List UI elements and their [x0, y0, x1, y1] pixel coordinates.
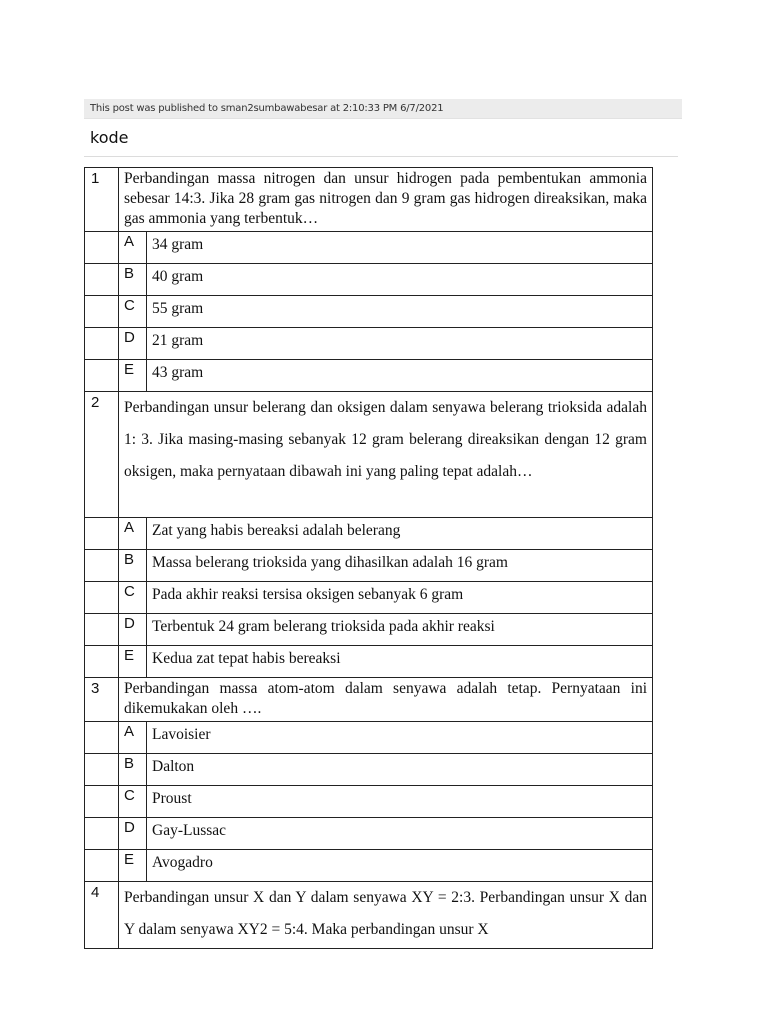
option-text: Pada akhir reaksi tersisa oksigen sebanyak 6 gram — [147, 582, 653, 614]
option-letter: C — [119, 296, 147, 328]
option-letter: C — [119, 786, 147, 818]
option-letter: D — [119, 328, 147, 360]
option-text: Massa belerang trioksida yang dihasilkan adalah 16 gram — [147, 550, 653, 582]
option-row — [85, 850, 653, 882]
title-divider — [84, 156, 678, 157]
option-row — [85, 818, 653, 850]
option-letter: B — [119, 550, 147, 582]
question-row — [85, 392, 653, 518]
option-row — [85, 754, 653, 786]
option-row — [85, 232, 653, 264]
option-letter: E — [119, 850, 147, 882]
option-row — [85, 328, 653, 360]
option-row — [85, 646, 653, 678]
option-letter: A — [119, 232, 147, 264]
question-row — [85, 168, 653, 232]
option-text: Kedua zat tepat habis bereaksi — [147, 646, 653, 678]
option-text: Lavoisier — [147, 722, 653, 754]
page-title: kode — [90, 128, 129, 147]
option-row — [85, 786, 653, 818]
option-row — [85, 614, 653, 646]
option-row — [85, 360, 653, 392]
option-text: Terbentuk 24 gram belerang trioksida pada akhir reaksi — [147, 614, 653, 646]
option-text: 43 gram — [147, 360, 653, 392]
quiz-table — [84, 167, 653, 949]
option-letter: D — [119, 614, 147, 646]
question-row — [85, 882, 653, 949]
option-text: Zat yang habis bereaksi adalah belerang — [147, 518, 653, 550]
question-text: Perbandingan unsur X dan Y dalam senyawa XY = 2:3. Perbandingan unsur X dan Y dalam senyawa XY2 = 5:4. Maka perbandingan unsur X — [119, 882, 653, 949]
option-spacer — [85, 614, 119, 646]
post-published-banner: This post was published to sman2sumbawabesar at 2:10:33 PM 6/7/2021 — [84, 99, 682, 119]
option-spacer — [85, 328, 119, 360]
option-row — [85, 582, 653, 614]
option-spacer — [85, 264, 119, 296]
option-row — [85, 550, 653, 582]
option-letter: A — [119, 518, 147, 550]
option-spacer — [85, 550, 119, 582]
option-spacer — [85, 296, 119, 328]
option-text: Dalton — [147, 754, 653, 786]
question-row — [85, 678, 653, 722]
question-text: Perbandingan massa atom-atom dalam senyawa adalah tetap. Pernyataan ini dikemukakan oleh …. — [119, 678, 653, 722]
option-row — [85, 296, 653, 328]
option-text: 55 gram — [147, 296, 653, 328]
option-spacer — [85, 518, 119, 550]
question-number: 3 — [85, 678, 119, 722]
option-spacer — [85, 646, 119, 678]
question-number: 4 — [85, 882, 119, 949]
option-text: Avogadro — [147, 850, 653, 882]
option-letter: D — [119, 818, 147, 850]
question-text: Perbandingan massa nitrogen dan unsur hidrogen pada pembentukan ammonia sebesar 14:3. Jika 28 gram gas nitrogen dan 9 gram gas hidrogen direaksikan, maka gas ammonia yang terbentuk… — [119, 168, 653, 232]
option-row — [85, 264, 653, 296]
option-spacer — [85, 232, 119, 264]
option-letter: B — [119, 754, 147, 786]
option-spacer — [85, 722, 119, 754]
option-spacer — [85, 754, 119, 786]
option-text: 21 gram — [147, 328, 653, 360]
question-text: Perbandingan unsur belerang dan oksigen dalam senyawa belerang trioksida adalah 1: 3. Jika masing-masing sebanyak 12 gram belerang direaksikan dengan 12 gram oksigen, maka pernyataan dibawah ini yang paling tepat adalah… — [119, 392, 653, 518]
option-letter: E — [119, 360, 147, 392]
option-letter: A — [119, 722, 147, 754]
option-letter: B — [119, 264, 147, 296]
option-spacer — [85, 786, 119, 818]
option-spacer — [85, 818, 119, 850]
option-letter: C — [119, 582, 147, 614]
question-number: 1 — [85, 168, 119, 232]
option-spacer — [85, 850, 119, 882]
option-letter: E — [119, 646, 147, 678]
question-number: 2 — [85, 392, 119, 518]
option-text: 34 gram — [147, 232, 653, 264]
option-text: Proust — [147, 786, 653, 818]
option-spacer — [85, 582, 119, 614]
option-row — [85, 518, 653, 550]
option-row — [85, 722, 653, 754]
option-text: Gay-Lussac — [147, 818, 653, 850]
option-spacer — [85, 360, 119, 392]
option-text: 40 gram — [147, 264, 653, 296]
